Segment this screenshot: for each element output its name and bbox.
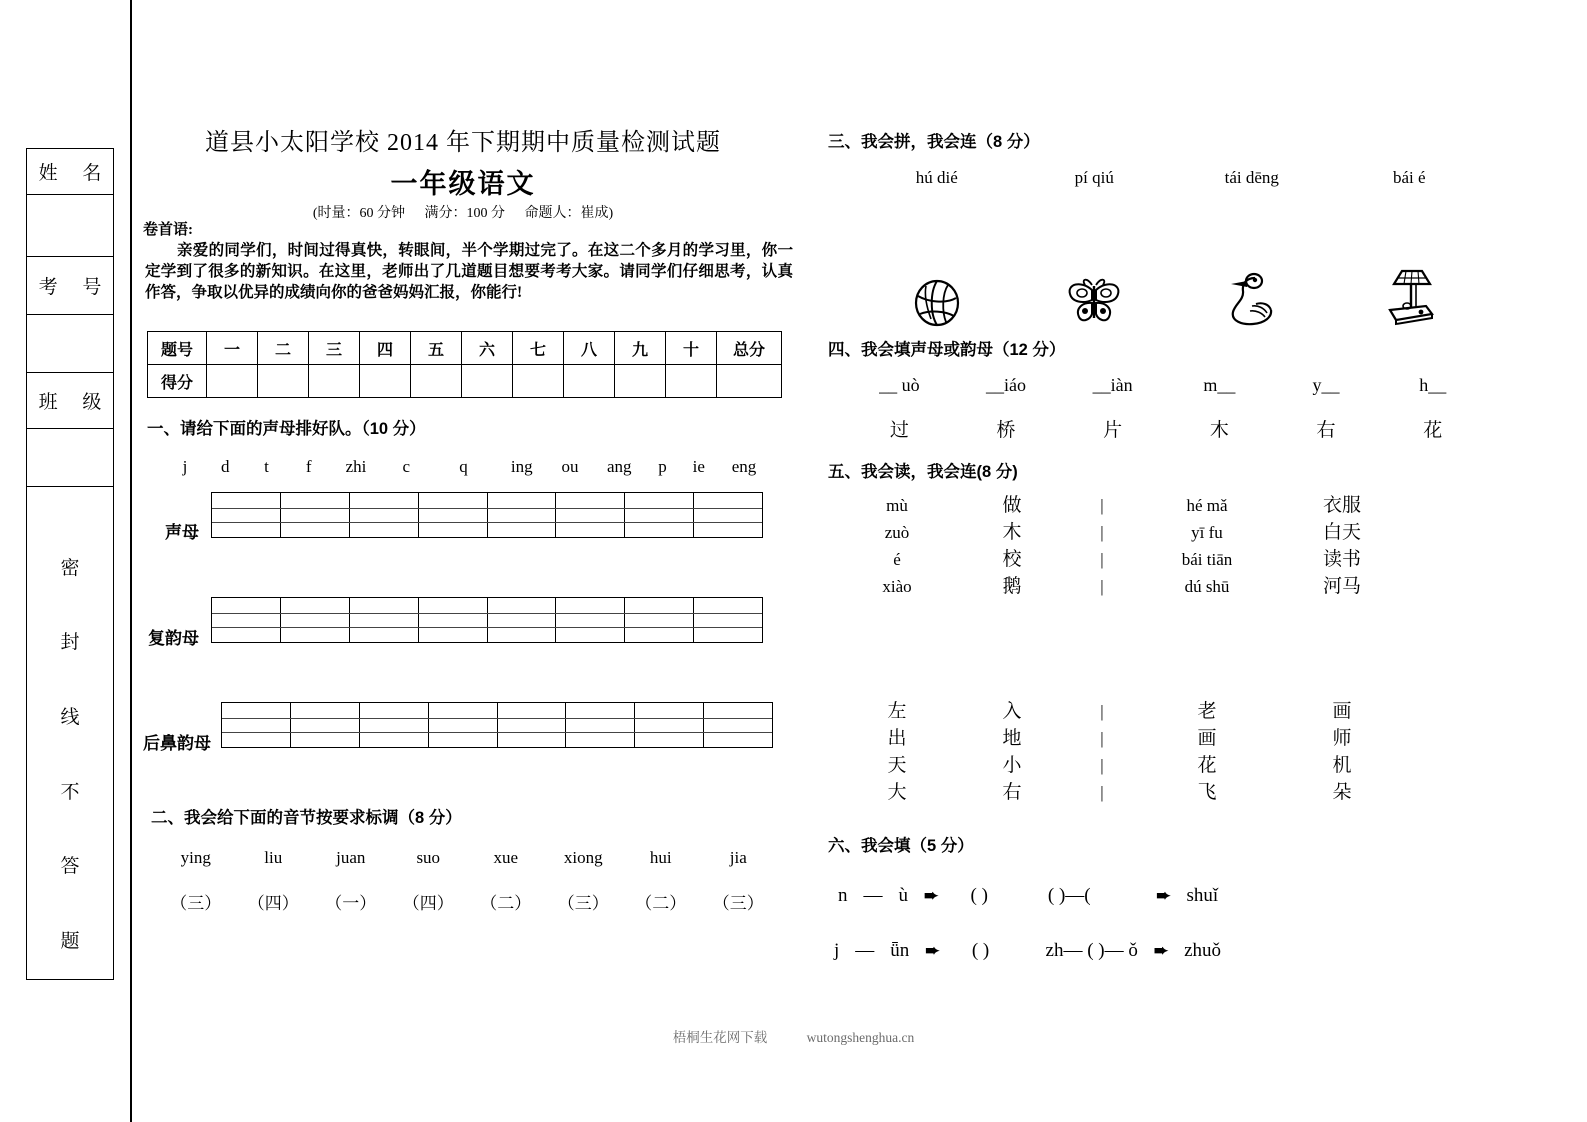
score-table-score-label: 得分: [148, 365, 207, 398]
s5b2-char-c2[interactable]: 画: [1197, 728, 1217, 749]
s6r2-dash: —: [855, 940, 875, 961]
section-6-row-2: [834, 940, 1221, 962]
score-col-8: 八: [564, 332, 615, 365]
score-col-4: 四: [360, 332, 411, 365]
section-4-char-row: [846, 415, 1486, 442]
s4-pinyin-4[interactable]: m__: [1203, 375, 1236, 395]
s6r2-initial: j: [834, 940, 840, 961]
score-col-5: 五: [411, 332, 462, 365]
s4-pinyin-3[interactable]: __iàn: [1092, 375, 1133, 395]
s6r2-answer-blank[interactable]: ( ): [971, 940, 990, 961]
seal-char-4: 不: [60, 781, 80, 803]
score-col-7: 七: [513, 332, 564, 365]
grid-label-shengmu: 声母: [165, 523, 199, 542]
letter-f: f: [305, 457, 312, 476]
arrow-right-icon: ➨: [925, 941, 940, 960]
s4-char-5: 右: [1316, 420, 1336, 441]
s6r1-answer-blank[interactable]: ( ): [970, 885, 988, 906]
grid-cell[interactable]: [429, 703, 498, 747]
syllable-jia: jia: [729, 848, 747, 867]
score-cell-1[interactable]: [207, 365, 258, 398]
s5b2-char-c3[interactable]: 花: [1197, 755, 1217, 776]
seal-char-5: 答: [60, 856, 80, 878]
score-col-1: 一: [207, 332, 258, 365]
s5b1-separator-2: |: [1100, 523, 1104, 542]
exam-duration: (时量：60 分钟: [312, 206, 405, 221]
desk-lamp-picture-wrap: [1331, 248, 1489, 328]
grid-cell[interactable]: [281, 493, 350, 537]
letter-ou: ou: [561, 457, 579, 476]
exam-total-score: 满分：100 分: [424, 206, 505, 221]
s4-char-4: 木: [1209, 420, 1229, 441]
arrow-right-icon: ➨: [1156, 886, 1171, 905]
section-1-heading: 一、请给下面的声母排好队。（10 分）: [147, 420, 426, 438]
syllable-juan: juan: [336, 848, 366, 867]
score-cell-7[interactable]: [513, 365, 564, 398]
section-6-row-1: [838, 885, 1218, 907]
s5b1-pinyin2-1[interactable]: hé mǎ: [1186, 496, 1228, 515]
section-4-pinyin-row: [846, 375, 1486, 396]
letter-ie: ie: [692, 457, 705, 476]
grid-cell[interactable]: [419, 493, 488, 537]
grid-mid-line-1: [222, 718, 772, 719]
score-cell-total[interactable]: [717, 365, 782, 398]
grid-cell[interactable]: [281, 598, 350, 642]
grid-label-houbiyunmu: 后鼻韵母: [143, 734, 211, 753]
seal-info-box: [26, 148, 114, 980]
score-table-row-label: 题号: [148, 332, 207, 365]
table-row-score: [148, 365, 782, 398]
syllable-ying: ying: [180, 848, 211, 867]
letter-c: c: [402, 457, 411, 476]
s5b1-separator-3: |: [1100, 550, 1104, 569]
s4-pinyin-1[interactable]: __ uò: [879, 375, 920, 395]
s5b1-pinyin2-4[interactable]: dú shū: [1184, 577, 1230, 596]
grid-cell[interactable]: [556, 598, 625, 642]
grid-cell[interactable]: [350, 493, 419, 537]
grid-mid-line-1: [212, 508, 762, 509]
grid-cell[interactable]: [556, 493, 625, 537]
tone-7: （二）: [635, 894, 687, 913]
list-item[interactable]: [842, 750, 1402, 777]
s5b2-separator-2: |: [1100, 729, 1104, 748]
section-5-heading: 五、我会读，我会连(8 分): [828, 463, 1018, 481]
seal-field-examno-input[interactable]: [27, 315, 113, 373]
syllable-suo: suo: [416, 848, 441, 867]
letter-p: p: [658, 457, 667, 476]
ball-picture-wrap: [858, 248, 1016, 328]
letter-q: q: [459, 457, 468, 476]
grid-cell[interactable]: [350, 598, 419, 642]
pinyin-four-line-grid-shengmu[interactable]: [211, 492, 763, 538]
s6r2-result-zhuo: zhuǒ: [1184, 940, 1222, 961]
s5b1-pinyin2-2[interactable]: yī fu: [1191, 523, 1223, 542]
letter-t: t: [264, 457, 269, 476]
syllable-xue: xue: [493, 848, 519, 867]
section-3-word-row: [858, 168, 1488, 188]
s5b2-char-d4[interactable]: 朵: [1332, 782, 1352, 803]
s6r1-right-blanks[interactable]: ( )—(: [1047, 885, 1091, 906]
left-content-column: [143, 0, 803, 1122]
letter-zhi: zhi: [345, 457, 367, 476]
s6r2-right-blanks[interactable]: zh— ( )— ǒ: [1045, 940, 1138, 961]
grid-cell[interactable]: [488, 598, 557, 642]
seal-field-examno: [27, 257, 113, 315]
s4-char-6: 花: [1423, 420, 1443, 441]
s6r1-dash: —: [863, 885, 883, 906]
letter-j: j: [182, 457, 188, 476]
s6r1-final: ù: [898, 885, 908, 906]
s5b2-char-d1[interactable]: 画: [1332, 701, 1352, 722]
s5b1-char-3[interactable]: 校: [1002, 549, 1022, 570]
s4-char-1: 过: [889, 420, 909, 441]
pinyin-four-line-grid-houbiyunmu[interactable]: [221, 702, 773, 748]
s5b1-pinyin2-3[interactable]: bái tiān: [1181, 550, 1233, 569]
tone-1: （三）: [170, 894, 222, 913]
word-piqiu: pí qiú: [1074, 168, 1114, 187]
exam-meta-line: [143, 202, 783, 222]
butterfly-picture-wrap: [1016, 248, 1174, 328]
syllable-xiong: xiong: [563, 848, 603, 867]
footer-watermark: [0, 1026, 1587, 1046]
s5b1-word-2[interactable]: 白天: [1322, 522, 1361, 543]
letter-eng: eng: [731, 457, 757, 476]
ball-picture: [912, 274, 962, 328]
butterfly-picture: [1063, 276, 1125, 328]
seal-field-name-input[interactable]: [27, 195, 113, 257]
score-cell-10[interactable]: [666, 365, 717, 398]
grid-mid-line-2: [212, 522, 762, 523]
tone-5: （二）: [480, 894, 532, 913]
arrow-right-icon: ➨: [1153, 941, 1169, 960]
section-3-picture-row: [858, 248, 1488, 328]
list-item[interactable]: [842, 517, 1402, 544]
s5b2-char-b3[interactable]: 小: [1002, 755, 1022, 776]
letter-ing: ing: [510, 457, 533, 476]
syllable-hui: hui: [649, 848, 672, 867]
pinyin-four-line-grid-fuyunmu[interactable]: [211, 597, 763, 643]
preface-body: 亲爱的同学们，时间过得真快，转眼间，半个学期过完了。在这二个多月的学习里，你一定学到了很多的新知识。在这里，老师出了几道题目想要考考大家。请同学们仔细思考，认真作答，争取以优异的成绩向你的爸爸妈妈汇报，你能行!: [145, 242, 793, 301]
s5b1-word-4[interactable]: 河马: [1322, 576, 1361, 597]
arrow-right-icon: ➨: [924, 886, 939, 905]
seal-field-class-label: 班 级: [38, 392, 112, 413]
s5b1-pinyin-4[interactable]: xiào: [882, 577, 912, 596]
word-baie: bái é: [1392, 168, 1426, 187]
section-1-letters: [167, 457, 757, 477]
section-4-heading: 四、我会填声母或韵母（12 分）: [828, 341, 1066, 359]
section-3-heading: 三、我会拼，我会连（8 分）: [828, 133, 1040, 151]
s5b2-char-a2[interactable]: 出: [887, 728, 907, 749]
swan-picture-wrap: [1173, 248, 1331, 328]
s5b1-separator-1: |: [1100, 496, 1104, 515]
section-2-syllable-row: [157, 848, 777, 868]
list-item[interactable]: [842, 490, 1402, 517]
s5b1-pinyin-3[interactable]: é: [893, 550, 901, 569]
word-taideng: tái dēng: [1224, 168, 1279, 187]
tone-4: （四）: [402, 894, 454, 913]
grid-cell[interactable]: [625, 493, 694, 537]
tone-6: （三）: [557, 894, 609, 913]
grid-cell[interactable]: [212, 493, 281, 537]
grid-cell[interactable]: [488, 493, 557, 537]
s4-pinyin-2[interactable]: __iáo: [986, 375, 1026, 395]
footer-site-url: wutongshenghua.cn: [806, 1030, 915, 1045]
grid-cell[interactable]: [694, 598, 762, 642]
section-6-heading: 六、我会填（5 分）: [828, 837, 974, 855]
grid-cell[interactable]: [625, 598, 694, 642]
grid-cell[interactable]: [704, 703, 772, 747]
grid-mid-line-2: [222, 732, 772, 733]
grid-cell[interactable]: [291, 703, 360, 747]
list-item[interactable]: [842, 777, 1402, 804]
grid-cell[interactable]: [635, 703, 704, 747]
score-col-3: 三: [309, 332, 360, 365]
section-5-match-block-1: [842, 490, 1402, 598]
score-col-9: 九: [615, 332, 666, 365]
score-table: [147, 331, 782, 398]
s5b2-char-b2[interactable]: 地: [1002, 728, 1022, 749]
s5b2-char-c1[interactable]: 老: [1197, 701, 1217, 722]
table-row-header: [148, 332, 782, 365]
list-item[interactable]: [842, 696, 1402, 723]
section-5-match-block-2: [842, 696, 1402, 804]
s5b2-char-a1[interactable]: 左: [887, 701, 907, 722]
seal-field-name-label: 姓 名: [38, 163, 112, 184]
letter-d: d: [221, 457, 230, 476]
s6r1-result-shui: shuǐ: [1186, 885, 1219, 906]
score-cell-5[interactable]: [411, 365, 462, 398]
seal-char-6: 题: [60, 931, 80, 953]
grid-cell[interactable]: [566, 703, 635, 747]
s4-pinyin-5[interactable]: y__: [1312, 375, 1340, 395]
page-subtitle: 一年级语文: [390, 169, 536, 199]
s5b1-char-4[interactable]: 鹅: [1002, 576, 1022, 597]
seal-field-examno-label: 考 号: [38, 277, 112, 298]
section-2-heading: 二、我会给下面的音节按要求标调（8 分）: [151, 809, 462, 827]
s5b2-char-d3[interactable]: 机: [1332, 755, 1352, 776]
right-content-column: [828, 0, 1548, 1122]
seal-char-2: 封: [60, 632, 80, 654]
page-title: 道县小太阳学校 2014 年下期期中质量检测试题: [205, 130, 721, 156]
s5b1-char-2[interactable]: 木: [1002, 522, 1022, 543]
s5b2-char-c4[interactable]: 飞: [1197, 782, 1217, 803]
s5b2-char-a3[interactable]: 天: [887, 755, 907, 776]
seal-char-1: 密: [60, 557, 80, 579]
score-cell-9[interactable]: [615, 365, 666, 398]
s5b1-word-1[interactable]: 衣服: [1322, 495, 1361, 516]
score-col-6: 六: [462, 332, 513, 365]
s4-char-2: 桥: [996, 420, 1016, 441]
score-cell-8[interactable]: [564, 365, 615, 398]
list-item[interactable]: [842, 723, 1402, 750]
seal-field-name: [27, 149, 113, 195]
grid-mid-line-1: [212, 613, 762, 614]
seal-field-class: [27, 373, 113, 429]
tone-3: （一）: [325, 894, 377, 913]
grid-cell[interactable]: [498, 703, 567, 747]
list-item[interactable]: [842, 544, 1402, 571]
seal-vertical-rule: [130, 0, 132, 1122]
seal-field-class-input[interactable]: [27, 429, 113, 487]
swan-picture: [1222, 270, 1282, 328]
list-item[interactable]: [842, 571, 1402, 598]
seal-char-3: 线: [60, 707, 80, 729]
s4-pinyin-6[interactable]: h__: [1419, 375, 1447, 395]
s5b2-char-b4[interactable]: 右: [1002, 782, 1022, 803]
s5b2-char-a4[interactable]: 大: [887, 782, 907, 803]
grid-label-fuyunmu: 复韵母: [148, 629, 199, 648]
tone-8: （三）: [712, 894, 764, 913]
score-cell-3[interactable]: [309, 365, 360, 398]
score-col-10: 十: [666, 332, 717, 365]
s5b1-separator-4: |: [1100, 577, 1104, 596]
grid-cell[interactable]: [212, 598, 281, 642]
s5b2-char-d2[interactable]: 师: [1332, 728, 1352, 749]
s6r2-final: ǖn: [890, 940, 910, 961]
s5b2-separator-4: |: [1100, 783, 1104, 802]
s4-char-3: 片: [1103, 420, 1123, 441]
word-hudie: hú dié: [915, 168, 958, 187]
footer-site-name-cn: 梧桐生花网下载: [672, 1030, 768, 1045]
grid-cell[interactable]: [694, 493, 762, 537]
syllable-liu: liu: [264, 848, 283, 867]
desk-lamp-picture: [1380, 266, 1438, 328]
score-col-total: 总分: [717, 332, 782, 365]
grid-mid-line-2: [212, 627, 762, 628]
section-2-tone-row: [157, 889, 777, 914]
grid-cell[interactable]: [222, 703, 291, 747]
s5b1-char-1[interactable]: 做: [1002, 495, 1022, 516]
preface-label: 卷首语:: [143, 222, 193, 238]
s5b2-separator-3: |: [1100, 756, 1104, 775]
score-cell-4[interactable]: [360, 365, 411, 398]
grid-cell[interactable]: [419, 598, 488, 642]
score-cell-6[interactable]: [462, 365, 513, 398]
exam-author: 命题人：崔成): [524, 206, 614, 221]
s5b1-pinyin-2[interactable]: zuò: [884, 523, 910, 542]
score-cell-2[interactable]: [258, 365, 309, 398]
s5b2-char-b1[interactable]: 入: [1002, 701, 1022, 722]
tone-2: （四）: [247, 894, 299, 913]
s6r1-initial: n: [838, 885, 848, 906]
seal-warning-vertical-text: [27, 521, 113, 979]
s5b2-separator-1: |: [1100, 702, 1104, 721]
s5b1-word-3[interactable]: 读书: [1322, 549, 1361, 570]
score-col-2: 二: [258, 332, 309, 365]
grid-cell[interactable]: [360, 703, 429, 747]
s5b1-pinyin-1[interactable]: mù: [886, 496, 908, 515]
letter-ang: ang: [606, 457, 632, 476]
